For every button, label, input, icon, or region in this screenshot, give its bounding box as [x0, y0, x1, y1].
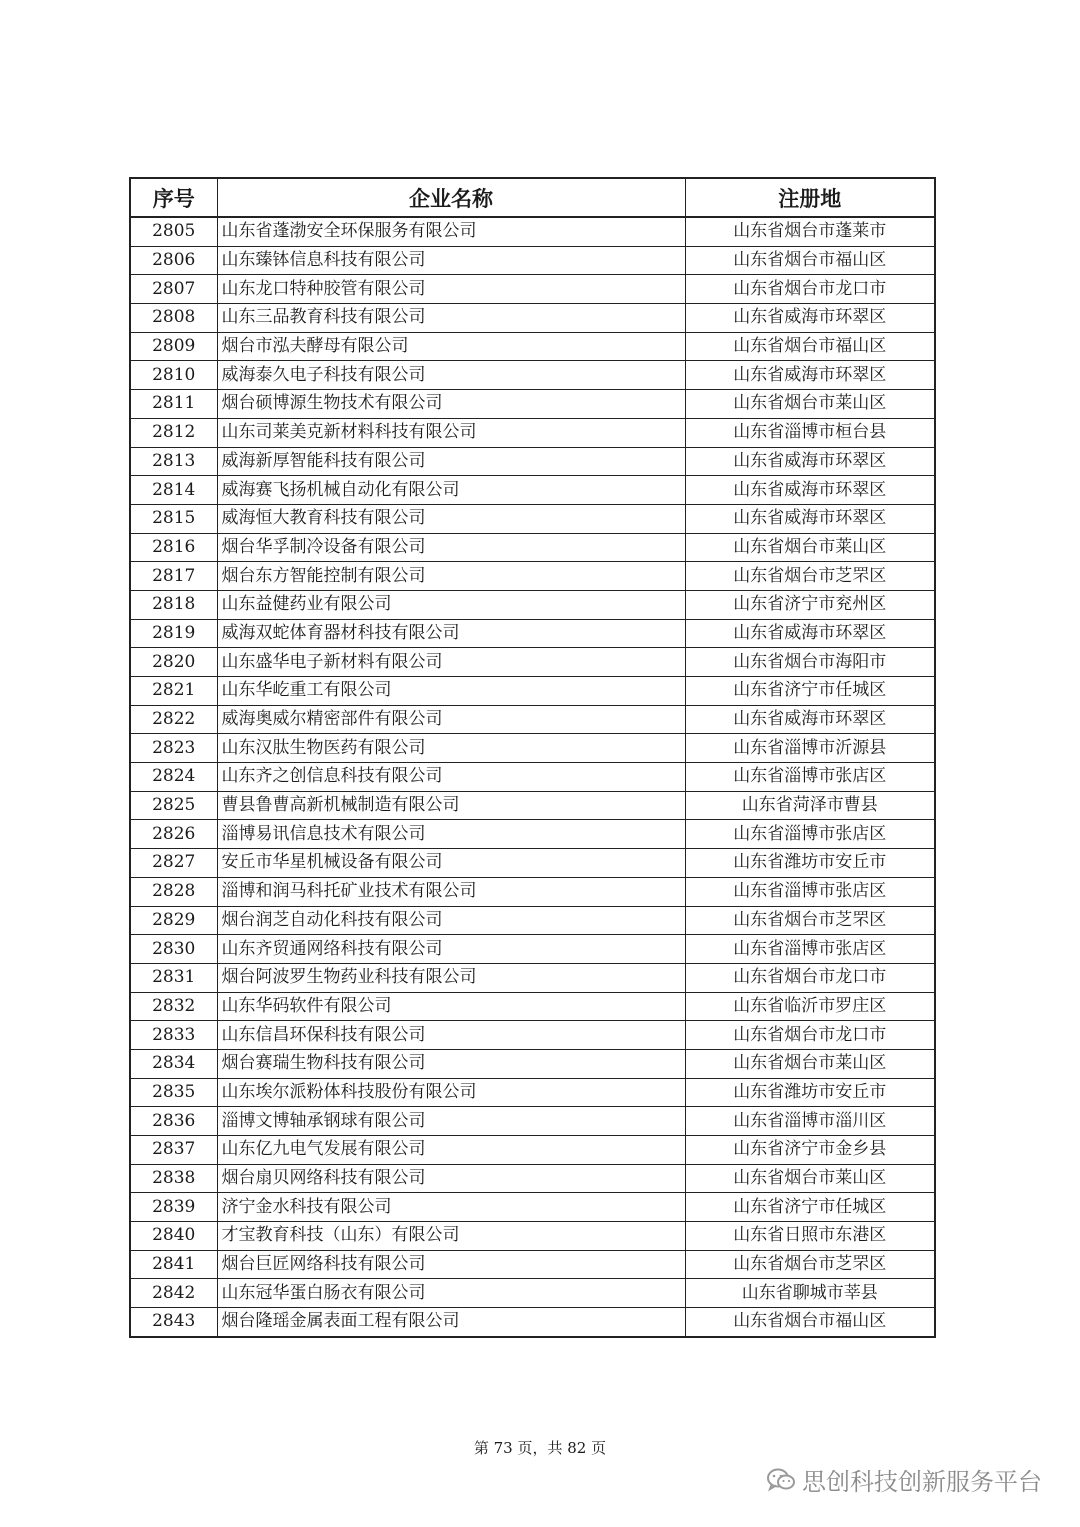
table-row: [130, 734, 935, 763]
row-company-name: 威海双蛇体育器材科技有限公司: [217, 619, 685, 648]
table-row: [130, 763, 935, 792]
row-company-name: 山东信昌环保科技有限公司: [217, 1021, 685, 1050]
row-registration-place: 山东省烟台市龙口市: [685, 1021, 935, 1050]
row-serial: 2820: [130, 648, 217, 677]
row-registration-place: 山东省潍坊市安丘市: [685, 1078, 935, 1107]
row-company-name: 山东华码软件有限公司: [217, 992, 685, 1021]
row-serial: 2834: [130, 1049, 217, 1078]
row-serial: 2813: [130, 447, 217, 476]
row-company-name: 山东益健药业有限公司: [217, 590, 685, 619]
wechat-icon: [766, 1467, 796, 1493]
row-serial: 2838: [130, 1164, 217, 1193]
row-registration-place: 山东省淄博市张店区: [685, 763, 935, 792]
row-registration-place: 山东省威海市环翠区: [685, 447, 935, 476]
table-row: [130, 1222, 935, 1251]
row-serial: 2836: [130, 1107, 217, 1136]
table-row: [130, 705, 935, 734]
table-row: [130, 1021, 935, 1050]
row-registration-place: 山东省威海市环翠区: [685, 361, 935, 390]
row-registration-place: 山东省威海市环翠区: [685, 304, 935, 333]
row-serial: 2822: [130, 705, 217, 734]
row-serial: 2807: [130, 275, 217, 304]
table-row: [130, 447, 935, 476]
row-company-name: 威海恒大教育科技有限公司: [217, 504, 685, 533]
table-row: [130, 619, 935, 648]
table-row: [130, 246, 935, 275]
row-registration-place: 山东省临沂市罗庄区: [685, 992, 935, 1021]
row-serial: 2832: [130, 992, 217, 1021]
row-company-name: 山东臻钵信息科技有限公司: [217, 246, 685, 275]
table-row: [130, 963, 935, 992]
row-company-name: 烟台扇贝网络科技有限公司: [217, 1164, 685, 1193]
row-company-name: 威海新厚智能科技有限公司: [217, 447, 685, 476]
row-serial: 2835: [130, 1078, 217, 1107]
row-serial: 2829: [130, 906, 217, 935]
row-registration-place: 山东省烟台市龙口市: [685, 275, 935, 304]
row-serial: 2808: [130, 304, 217, 333]
table-row: [130, 677, 935, 706]
row-company-name: 烟台硕博源生物技术有限公司: [217, 390, 685, 419]
table-row: [130, 390, 935, 419]
table-row: [130, 217, 935, 246]
table-row: [130, 648, 935, 677]
table-row: [130, 992, 935, 1021]
table-row: [130, 820, 935, 849]
row-registration-place: 山东省烟台市莱山区: [685, 533, 935, 562]
table-row: [130, 1308, 935, 1337]
row-company-name: 烟台阿波罗生物药业科技有限公司: [217, 963, 685, 992]
row-registration-place: 山东省潍坊市安丘市: [685, 849, 935, 878]
row-company-name: 山东龙口特种胶管有限公司: [217, 275, 685, 304]
row-serial: 2806: [130, 246, 217, 275]
row-registration-place: 山东省烟台市莱山区: [685, 1164, 935, 1193]
row-company-name: 烟台东方智能控制有限公司: [217, 562, 685, 591]
header-company-name: 企业名称: [217, 178, 685, 217]
row-company-name: 山东省蓬渤安全环保服务有限公司: [217, 217, 685, 246]
row-serial: 2828: [130, 877, 217, 906]
table-row: [130, 1193, 935, 1222]
row-serial: 2819: [130, 619, 217, 648]
row-registration-place: 山东省烟台市福山区: [685, 332, 935, 361]
row-registration-place: 山东省济宁市兖州区: [685, 590, 935, 619]
table-row: [130, 504, 935, 533]
row-registration-place: 山东省威海市环翠区: [685, 705, 935, 734]
row-registration-place: 山东省济宁市任城区: [685, 1193, 935, 1222]
row-serial: 2812: [130, 418, 217, 447]
row-company-name: 才宝教育科技（山东）有限公司: [217, 1222, 685, 1251]
table-body: [130, 217, 935, 1337]
page-number: 第 73 页，共 82 页: [473, 1439, 607, 1457]
row-serial: 2805: [130, 217, 217, 246]
row-company-name: 烟台巨匠网络科技有限公司: [217, 1250, 685, 1279]
row-serial: 2827: [130, 849, 217, 878]
row-serial: 2817: [130, 562, 217, 591]
row-registration-place: 山东省烟台市龙口市: [685, 963, 935, 992]
table-row: [130, 418, 935, 447]
row-serial: 2841: [130, 1250, 217, 1279]
row-company-name: 烟台市泓夫酵母有限公司: [217, 332, 685, 361]
table-row: [130, 275, 935, 304]
row-company-name: 威海奥威尔精密部件有限公司: [217, 705, 685, 734]
row-company-name: 安丘市华星机械设备有限公司: [217, 849, 685, 878]
row-company-name: 济宁金水科技有限公司: [217, 1193, 685, 1222]
row-serial: 2825: [130, 791, 217, 820]
row-registration-place: 山东省烟台市莱山区: [685, 390, 935, 419]
row-serial: 2809: [130, 332, 217, 361]
row-registration-place: 山东省烟台市蓬莱市: [685, 217, 935, 246]
row-serial: 2833: [130, 1021, 217, 1050]
row-company-name: 山东齐之创信息科技有限公司: [217, 763, 685, 792]
table-row: [130, 304, 935, 333]
table-row: [130, 1136, 935, 1165]
row-company-name: 烟台华孚制冷设备有限公司: [217, 533, 685, 562]
table-header-row: [130, 178, 935, 217]
row-company-name: 威海赛飞扬机械自动化有限公司: [217, 476, 685, 505]
row-registration-place: 山东省淄博市淄川区: [685, 1107, 935, 1136]
row-company-name: 烟台赛瑞生物科技有限公司: [217, 1049, 685, 1078]
row-company-name: 曹县鲁曹高新机械制造有限公司: [217, 791, 685, 820]
row-serial: 2843: [130, 1308, 217, 1337]
watermark: [766, 1462, 1042, 1497]
table-row: [130, 332, 935, 361]
table-row: [130, 906, 935, 935]
row-registration-place: 山东省淄博市张店区: [685, 877, 935, 906]
row-serial: 2842: [130, 1279, 217, 1308]
table-row: [130, 1164, 935, 1193]
row-company-name: 威海泰久电子科技有限公司: [217, 361, 685, 390]
row-registration-place: 山东省烟台市芝罘区: [685, 906, 935, 935]
row-registration-place: 山东省淄博市桓台县: [685, 418, 935, 447]
row-company-name: 山东司莱美克新材料科技有限公司: [217, 418, 685, 447]
row-registration-place: 山东省聊城市莘县: [685, 1279, 935, 1308]
row-registration-place: 山东省烟台市莱山区: [685, 1049, 935, 1078]
row-company-name: 山东冠华蛋白肠衣有限公司: [217, 1279, 685, 1308]
row-registration-place: 山东省淄博市沂源县: [685, 734, 935, 763]
row-registration-place: 山东省济宁市金乡县: [685, 1136, 935, 1165]
row-serial: 2824: [130, 763, 217, 792]
table-row: [130, 849, 935, 878]
row-serial: 2840: [130, 1222, 217, 1251]
row-serial: 2837: [130, 1136, 217, 1165]
row-serial: 2816: [130, 533, 217, 562]
row-serial: 2826: [130, 820, 217, 849]
row-company-name: 烟台润芝自动化科技有限公司: [217, 906, 685, 935]
row-serial: 2830: [130, 935, 217, 964]
row-company-name: 山东埃尔派粉体科技股份有限公司: [217, 1078, 685, 1107]
row-registration-place: 山东省济宁市任城区: [685, 677, 935, 706]
row-registration-place: 山东省烟台市海阳市: [685, 648, 935, 677]
row-registration-place: 山东省烟台市芝罘区: [685, 1250, 935, 1279]
table-row: [130, 877, 935, 906]
row-serial: 2839: [130, 1193, 217, 1222]
row-serial: 2823: [130, 734, 217, 763]
row-serial: 2814: [130, 476, 217, 505]
row-company-name: 山东三品教育科技有限公司: [217, 304, 685, 333]
table-row: [130, 1250, 935, 1279]
table-row: [130, 1279, 935, 1308]
table-row: [130, 1107, 935, 1136]
row-company-name: 烟台隆瑶金属表面工程有限公司: [217, 1308, 685, 1337]
watermark-text: 思创科技创新服务平台: [802, 1468, 1042, 1496]
row-registration-place: 山东省日照市东港区: [685, 1222, 935, 1251]
header-serial: 序号: [130, 178, 217, 217]
row-company-name: 淄博文博轴承钢球有限公司: [217, 1107, 685, 1136]
row-serial: 2810: [130, 361, 217, 390]
row-registration-place: 山东省烟台市福山区: [685, 246, 935, 275]
table-row: [130, 1078, 935, 1107]
row-registration-place: 山东省烟台市福山区: [685, 1308, 935, 1337]
row-registration-place: 山东省菏泽市曹县: [685, 791, 935, 820]
row-company-name: 山东盛华电子新材料有限公司: [217, 648, 685, 677]
table-row: [130, 476, 935, 505]
row-serial: 2811: [130, 390, 217, 419]
header-registration-place: 注册地: [685, 178, 935, 217]
row-company-name: 淄博和润马科托矿业技术有限公司: [217, 877, 685, 906]
row-registration-place: 山东省淄博市张店区: [685, 935, 935, 964]
row-serial: 2815: [130, 504, 217, 533]
row-registration-place: 山东省淄博市张店区: [685, 820, 935, 849]
table-row: [130, 791, 935, 820]
row-registration-place: 山东省烟台市芝罘区: [685, 562, 935, 591]
row-registration-place: 山东省威海市环翠区: [685, 619, 935, 648]
table-row: [130, 935, 935, 964]
row-company-name: 山东汉肽生物医药有限公司: [217, 734, 685, 763]
enterprise-table: [129, 177, 936, 1338]
table-row: [130, 1049, 935, 1078]
table-row: [130, 361, 935, 390]
row-company-name: 山东齐贸通网络科技有限公司: [217, 935, 685, 964]
row-registration-place: 山东省威海市环翠区: [685, 504, 935, 533]
table-row: [130, 562, 935, 591]
row-serial: 2818: [130, 590, 217, 619]
row-registration-place: 山东省威海市环翠区: [685, 476, 935, 505]
row-serial: 2831: [130, 963, 217, 992]
row-serial: 2821: [130, 677, 217, 706]
row-company-name: 山东亿九电气发展有限公司: [217, 1136, 685, 1165]
row-company-name: 山东华屹重工有限公司: [217, 677, 685, 706]
table-row: [130, 533, 935, 562]
table-row: [130, 590, 935, 619]
row-company-name: 淄博易讯信息技术有限公司: [217, 820, 685, 849]
